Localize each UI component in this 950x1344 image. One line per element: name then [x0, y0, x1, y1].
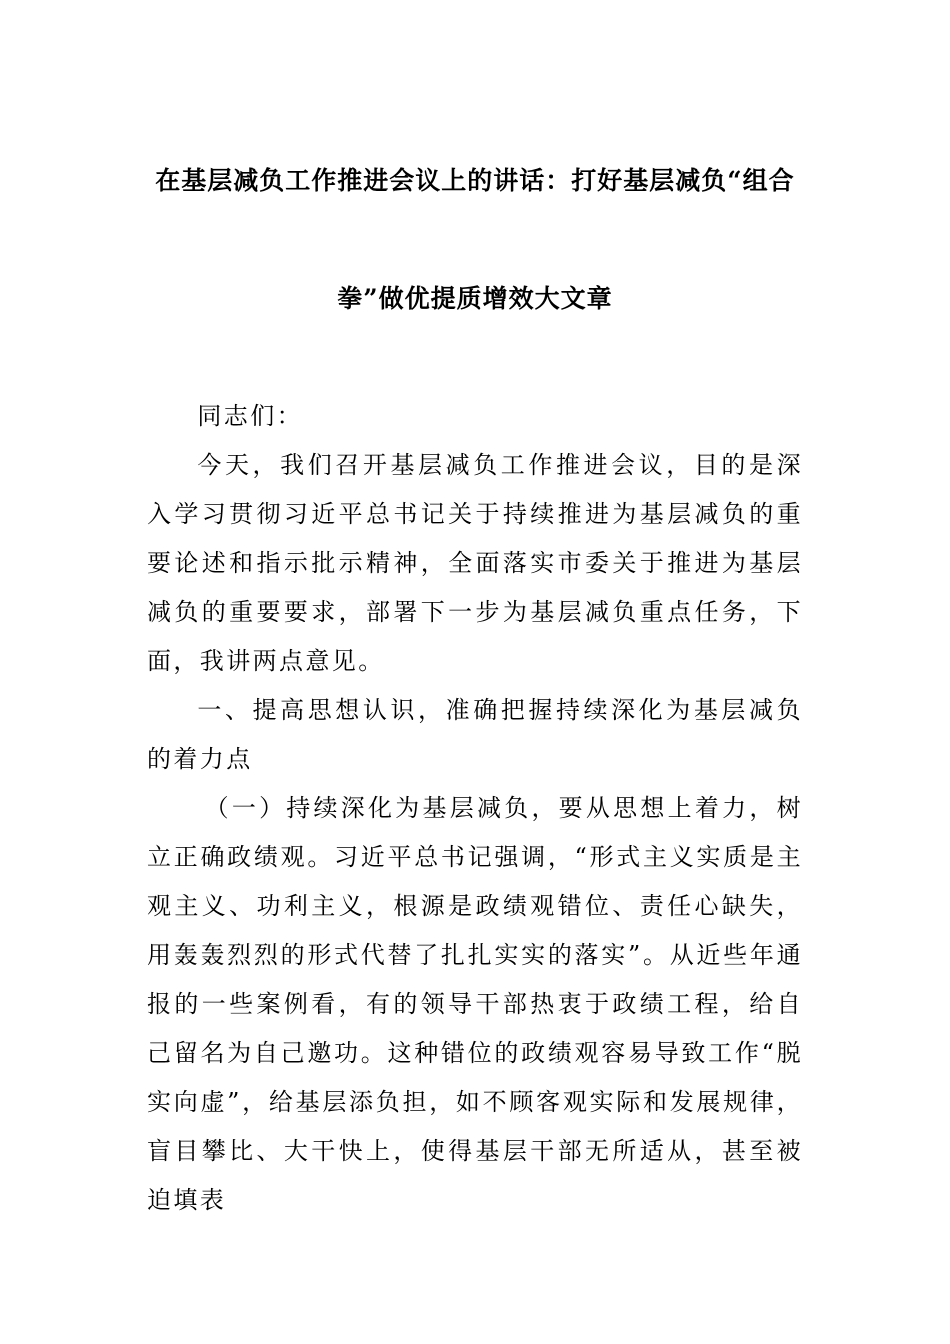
section-heading-1: 一、提高思想认识，准确把握持续深化为基层减负的着力点 — [147, 696, 803, 773]
document-title-line-2: 拳”做优提质增效大文章 — [337, 284, 613, 313]
salutation: 同志们： — [197, 402, 303, 430]
paragraph-subsection-1: （一）持续深化为基层减负，要从思想上着力，树立正确政绩观。习近平总书记强调，“形式主义实质是主观主义、功利主义，根源是政绩观错位、责任心缺失，用轰轰烈烈的形式代替了扎扎实实的落实”。从近些年通报的一些案例看，有的领导干部热衷于政绩工程，给自己留名为自己邀功。这种错位的政绩观容易导致工作“脱实向虚”，给基层添负担，如不顾客观实际和发展规律，盲目攀比、大干快上，使得基层干部无所适从，甚至被迫填表 — [147, 794, 803, 1214]
document-body — [147, 392, 803, 1225]
paragraph-intro: 今天，我们召开基层减负工作推进会议，目的是深入学习贯彻习近平总书记关于持续推进为基层减负的重要论述和指示批示精神，全面落实市委关于推进为基层减负的重要要求，部署下一步为基层减负重点任务，下面，我讲两点意见。 — [147, 451, 803, 675]
document-title-line-1: 在基层减负工作推进会议上的讲话：打好基层减负“组合 — [155, 166, 795, 195]
